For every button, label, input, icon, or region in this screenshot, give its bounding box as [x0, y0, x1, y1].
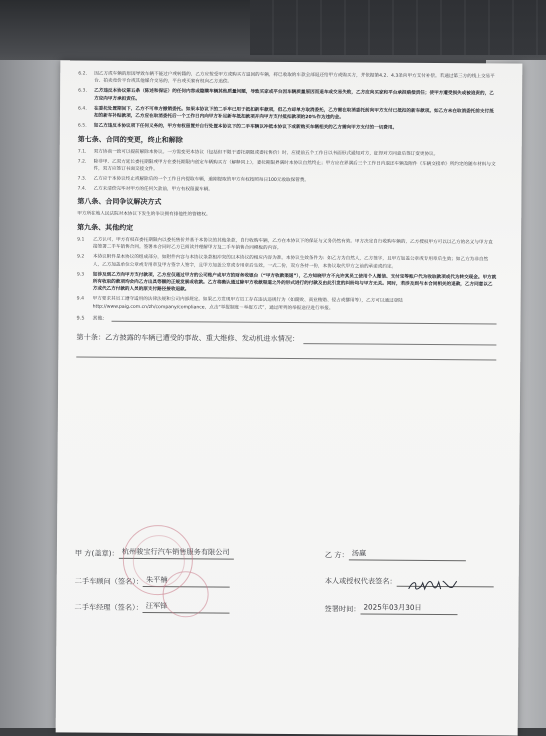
clause-number: 7.4.	[77, 186, 87, 192]
party-b-row	[325, 548, 466, 561]
contract-body	[76, 71, 498, 361]
clause-text: 乙方违反本协议第五条（陈述和保证）的任何内容或隐瞒车辆其他质量问题，导致买家或平台因车辆质量原因而退车或交易失败，乙方应向买家和平台承担赔偿责任；使甲方遭受损失或被追责的，乙方应向甲方承担责任。	[94, 89, 494, 102]
manager-label: 二手车经理（签名）：	[74, 602, 143, 612]
other-agreement-line	[77, 315, 497, 325]
clause-item	[77, 236, 497, 254]
clause-number: 6.3.	[78, 88, 87, 94]
clause-text: 因乙方或车辆的原因导致车辆不能过户或转籍的，乙方应按受甲方或购买方退回的车辆，将已收取的车款全部退还给甲方或购买方，并依据第4.2、4.3条向甲方支付补偿。若通过第三方的线上交易平台、拍卖竞价平台或其他媒介交易的，平台或买家有权向乙方追偿。	[94, 71, 495, 86]
clause-item	[78, 123, 498, 133]
contract-page	[56, 60, 523, 735]
manager-value: 汪军锋	[143, 601, 230, 614]
clause-item	[78, 158, 498, 176]
authorized-signature	[397, 585, 494, 588]
clause-text: 甲方要求其员工遵守适用的法律法规和公司内部规定。如果乙方发现甲方员工存在违法违规行为（如腐败、商业贿赂、侵占或挪用等），乙方可以通过登陆http://www.paig.com.cn/zh/company/compliance，点击“举报制度－举报方式”，通过所列的举报途径进行举报。	[92, 297, 403, 312]
consultant-label: 二手车顾问（签名）：	[74, 576, 144, 586]
clause-number: 9.3	[76, 272, 85, 278]
authorized-label: 本人或授权代表签名：	[324, 576, 397, 586]
clause-number: 7.2.	[77, 159, 87, 165]
clause-text: 双方协商一致可以提前解除本协议。一方需变更本协议（包括但不限于委托期限或委托售价）时，应提前五个工作日以书面形式通知对方，征得对方同意后签订变更协议。	[93, 149, 439, 157]
special-seal-icon	[162, 571, 208, 617]
clause-item	[77, 254, 497, 272]
clause-item	[78, 88, 498, 106]
section-10-extra-line	[76, 345, 496, 361]
clause-text: 除非甲、乙双方延长委托期限或甲方在委托期限内创定车辆购买方（解释同上），委托期限界满时本协议自然终止；甲方应在界满后三个工作日内退还车辆及附件《车辆交接单》所约定的随车材料与文件，双方应签订书面交接文件。	[93, 159, 496, 173]
other-agreement-label: 其他：	[92, 315, 108, 323]
clause-number: 9.2	[76, 254, 85, 260]
section-9-title: 第九条、其他约定	[77, 223, 134, 232]
party-a-label: 甲 方(盖章)：	[74, 548, 119, 558]
clause-item	[77, 176, 497, 186]
consultant-value: 朱平楠	[143, 575, 230, 588]
clause-number: 9.1	[77, 237, 85, 243]
clause-number: 9.4	[76, 296, 85, 303]
clauses-section-7	[77, 148, 497, 196]
section-10-title: 第十条：乙方披露的车辆已遭受的事故、重大维修、发动机进水情况：	[76, 332, 300, 344]
clause-number: 6.2.	[78, 71, 88, 77]
section-10-line	[76, 332, 496, 346]
date-row	[324, 602, 457, 615]
section-8-title: 第八条、合同争议解决方式	[77, 197, 162, 207]
clause-number: 6.4.	[77, 106, 87, 112]
date-value: 2025年03月30日	[360, 603, 457, 616]
clause-item	[78, 148, 498, 158]
other-agreement-number: 9.5	[76, 315, 85, 322]
authorized-row	[325, 576, 494, 587]
clause-item	[77, 271, 497, 296]
clause-number: 7.3.	[77, 176, 87, 182]
clauses-section-6	[78, 71, 498, 134]
section-7-title: 第七条、合同的变更，终止和解除	[77, 135, 183, 144]
party-b-label: 乙 方：	[324, 550, 349, 560]
party-b-value: 汤赢	[349, 548, 466, 561]
clause-item	[78, 71, 498, 89]
handwritten-signature-icon	[407, 577, 459, 593]
clause-item	[78, 105, 498, 123]
other-agreement-blank	[112, 315, 497, 325]
date-label: 签署时间：	[324, 604, 361, 614]
section-10-blank	[303, 333, 496, 345]
clause-item	[77, 186, 497, 196]
section-8-text: 甲方所在地人民法院对本协议下发生的争议拥有排他性的管辖权。	[77, 211, 211, 218]
clause-text: 在委托处置期间下，乙方不可单方撤销委托。如果本协议下的二手车已用于抵扣新车款项，但乙方却单方取消委托，乙方需在取消委托前向甲方支付已抵扣的新车款项。如乙方未在取消委托前支付抵扣的新车补贴款项，乙方应在取消委托后一个工作日内向甲方补足新车抵扣款项并向甲方支付抵扣款项的20%作为违约金。	[93, 106, 494, 121]
clause-text: 乙方认可，甲方有权在委托期限内以委托售价并基于本协议的其他条款，自行收购车辆，乙方在本协议下的保证与义务仍然有效。甲方决定自行收购车辆的，乙方授权甲方可以以乙方的名义与甲方直接签署二手车销售合同。签署本合同时乙方已阅读并理解甲方及二手车销售合同模板的内容。	[93, 237, 493, 252]
clause-text: 本协议附件是本协议的组成部分，如附件内容与本协议条款相冲突的以本协议的相应内容为准。本协议生效条件为：如乙方为自然人，乙方签字，且甲方加盖公章或专用章后生效；如乙方为非自然人，乙方加盖单位公章或专用章及甲方签字人签字，且甲方加盖公章或专用章后生效。一式二份，双方各持一份，本协议取代甲方之前的承诺或约定。	[92, 254, 489, 270]
clause-item	[77, 296, 497, 314]
clause-text: 乙方应于本协议终止或解除后的一个工作日内提取车辆，逾期提取的甲方有权按照每日100元收取保管费。	[93, 176, 310, 184]
clause-text: 如乙方违反本协议项下任何义务的，甲方有权留置并自行处置本协议下的二手车辆以冲抵本协议下或新购买车辆相关的乙方需向甲方支付的一切费用。	[93, 123, 398, 131]
clauses-section-9	[77, 236, 498, 313]
keyboard-background	[250, 0, 546, 55]
clause-number: 6.5.	[77, 123, 87, 129]
clause-text: 乙方未清偿完毕对甲方的任何欠款前，甲方有权留置车辆。	[93, 186, 213, 193]
party-a-value: 杭州骏宝行汽车销售服务有限公司	[119, 547, 234, 560]
clause-text: 如涉及到乙方向甲方支付款项，乙方应仅通过甲方的公司账户或甲方的财务收银台（“甲方收款渠道”），乙方知晓甲方不允许其员工使用个人微信、支付宝等账户代为收取款项或代为转交现金。甲方就所有收取的款项均会向乙方出具等额的正规发票或收款。乙方将确认通过除甲方收款渠道之外的形式进行的付款及由此引发的纠纷均与甲方无关。同时，若涉及到与本合同相关的退款，乙方同意以乙方或代乙方付款的人员的原支付路径接收退款。	[92, 272, 497, 293]
clause-number: 7.1.	[77, 149, 87, 155]
